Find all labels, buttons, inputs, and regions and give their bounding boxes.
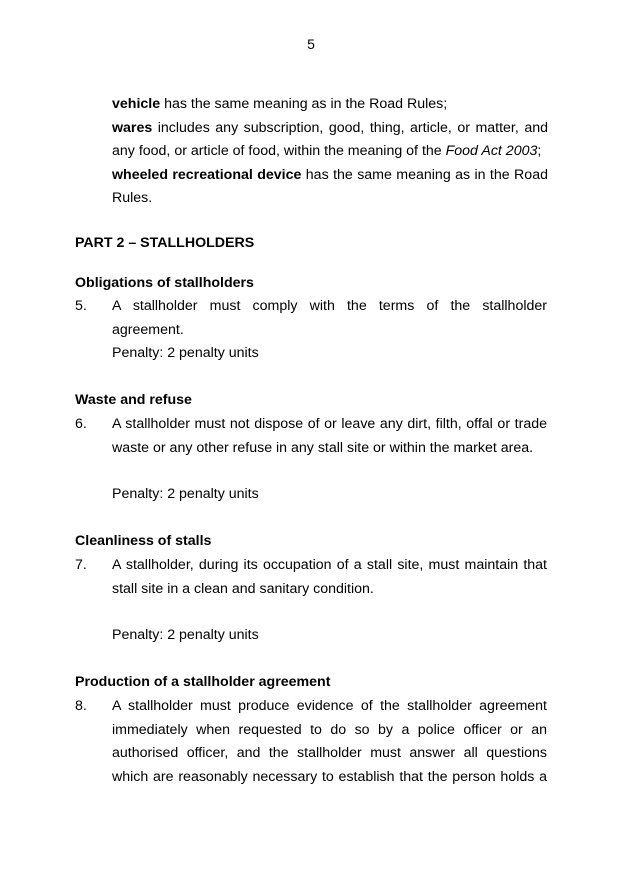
definition-term: wares xyxy=(112,119,153,136)
definition-text-end: ; xyxy=(537,143,542,159)
section-text: A stallholder, during its occupation of a stall site, must maintain that stall site in a clean and sanitary condition. xyxy=(112,557,547,597)
penalty-text: Penalty: 2 penalty units xyxy=(112,486,259,502)
definition-vehicle xyxy=(112,93,548,117)
definition-wheeled-recreational-device xyxy=(112,164,548,211)
definitions-list xyxy=(112,93,548,211)
section-heading: Production of a stallholder agreement xyxy=(75,674,331,690)
section-heading: Cleanliness of stalls xyxy=(75,533,212,549)
act-title: Food Act 2003 xyxy=(445,143,538,159)
section-number: 7. xyxy=(75,557,87,573)
section-number: 8. xyxy=(75,698,87,714)
definition-term: wheeled recreational device xyxy=(112,166,302,183)
definition-text: has the same meaning as in the Road Rules. xyxy=(112,166,548,206)
section-number: 5. xyxy=(75,298,87,314)
part-heading: PART 2 – STALLHOLDERS xyxy=(75,235,255,251)
section-number: 6. xyxy=(75,416,87,432)
section-heading: Waste and refuse xyxy=(75,392,192,408)
section-text: A stallholder must produce evidence of the stallholder agreement immediately when requested to do so by a police officer or an authorised officer, and the stallholder must answer all questions which are reasonably necessary to establish that the person holds a xyxy=(112,698,547,785)
definition-wares xyxy=(112,117,548,164)
section-heading: Obligations of stallholders xyxy=(75,275,254,291)
section-text: A stallholder must comply with the terms of the stallholder agreement. xyxy=(112,298,547,338)
penalty-text: Penalty: 2 penalty units xyxy=(112,627,259,643)
definition-text: has the same meaning as in the Road Rules; xyxy=(160,96,448,112)
definition-term: vehicle xyxy=(112,96,161,112)
definition-text: includes any subscription, good, thing, article, or matter, and any food, or article of food, within the meaning of the xyxy=(112,119,548,159)
penalty-text: Penalty: 2 penalty units xyxy=(112,345,259,361)
section-text: A stallholder must not dispose of or leave any dirt, filth, offal or trade waste or any other refuse in any stall site or within the market area. xyxy=(112,416,547,456)
page-number: 5 xyxy=(307,36,315,52)
